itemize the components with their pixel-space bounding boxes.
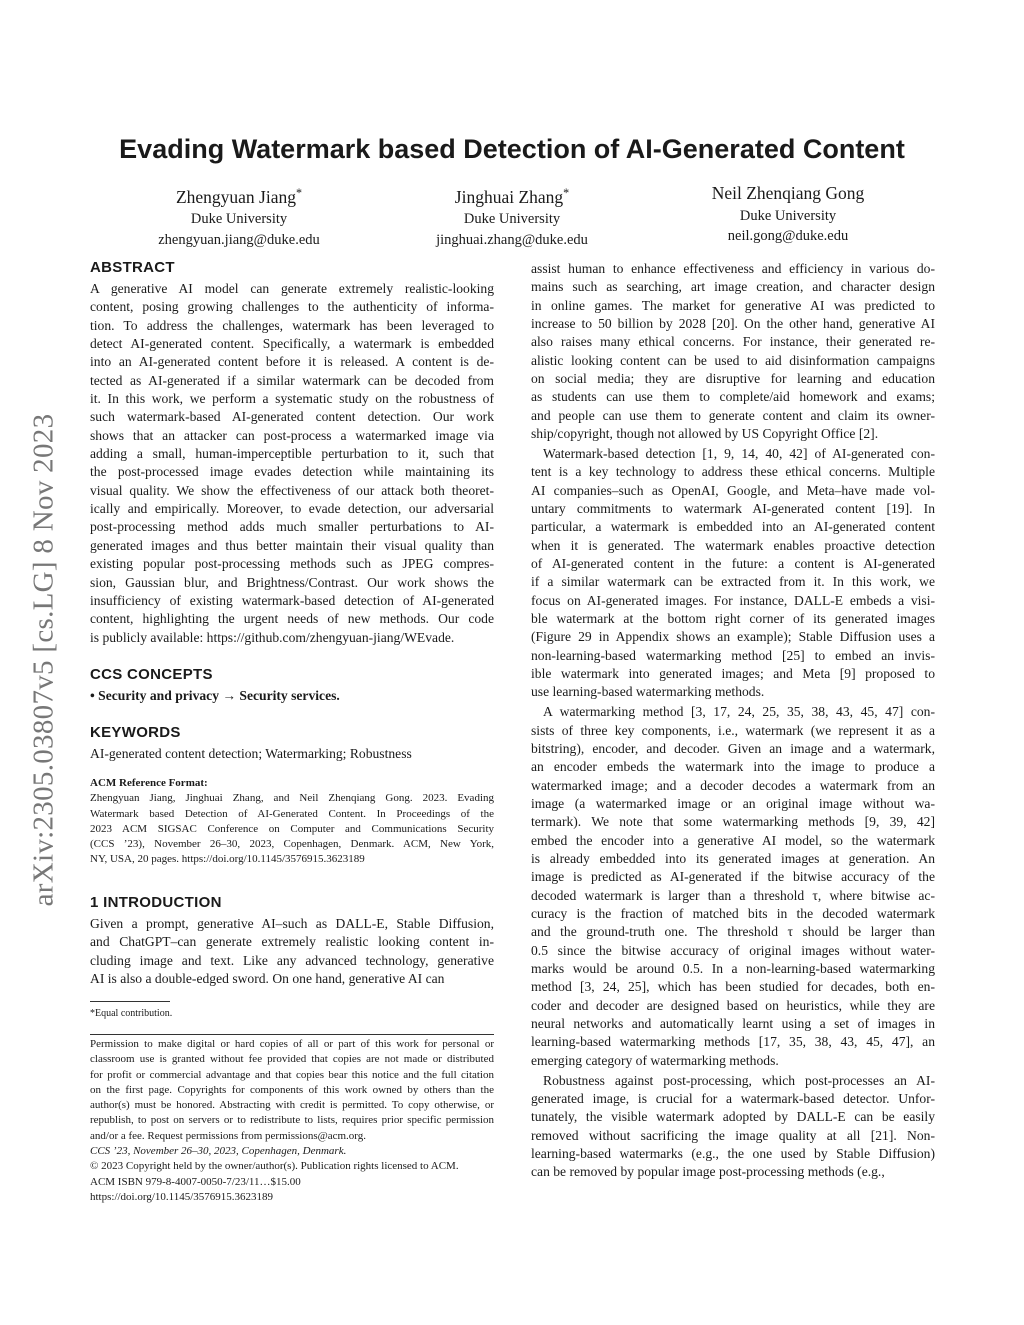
text-line: for profit or commercial advantage and that copies bear this notice and the full citation xyxy=(90,1068,494,1081)
text-line: ble watermark at the bottom right corner of its generated images xyxy=(531,611,935,627)
author-email: zhengyuan.jiang@duke.edu xyxy=(158,231,320,248)
abstract-heading: ABSTRACT xyxy=(90,259,175,276)
ccs-item: • Security and privacy → Security services. xyxy=(90,688,340,703)
text-line: insufficiency of existing watermark-based detection of AI-generated xyxy=(90,592,494,608)
text-line: Permission to make digital or hard copies of all or part of this work for personal or xyxy=(90,1038,494,1050)
text-line: of AI-generated content in the future: a content is AI-generated xyxy=(531,556,935,571)
acm-ref-heading: ACM Reference Format: xyxy=(90,777,208,789)
text-line: tected as AI-generated if a similar watermark can be decoded from xyxy=(90,372,494,388)
text-line: (Figure 29 in Appendix shows an example); Stable Diffusion uses a xyxy=(531,629,935,645)
text-line: Watermark-based detection [1, 9, 14, 40, 42] of AI-generated con- xyxy=(543,445,935,461)
text-line: on social media; they are disruptive for learning and education xyxy=(531,371,935,387)
text-line: is publicly available: https://github.com/zhengyuan-jiang/WEvade. xyxy=(90,629,455,645)
text-line: image (a watermarked image or an original image without wa- xyxy=(531,795,935,811)
footnote xyxy=(90,1001,494,1021)
text-line: visual quality. We show the effectiveness of our attack both theoret- xyxy=(90,482,494,498)
text-line: ically and empirically. Moreover, to evade detection, our adversarial xyxy=(90,501,494,517)
text-line: cluding image and text. Like any advanced technology, generative xyxy=(90,952,494,968)
paragraph xyxy=(531,1072,935,1182)
text-line: an encoder embeds the watermark into the image to produce a xyxy=(531,759,935,775)
text-line: 0.5 since the bitwise accuracy of original images without water- xyxy=(531,942,935,958)
left-column xyxy=(90,256,494,647)
text-line: tion. To address the challenges, watermark has been leveraged to xyxy=(90,317,494,333)
text-line: coder and decoder are designed based on heuristics, while they are xyxy=(531,997,935,1013)
text-line: sion, Gaussian blur, and Brightness/Contrast. Our work shows the xyxy=(90,574,494,590)
text-line: marks would be around 0.5. In a non-learning-based watermarking xyxy=(531,961,935,977)
text-line: into an AI-generated content before it is released. A content is de- xyxy=(90,354,494,370)
permission-block xyxy=(90,1034,494,1205)
text-line: 2023 ACM SIGSAC Conference on Computer and Communications Security xyxy=(90,822,494,835)
text-line: watermarked image; and a decoder decodes a watermark from an xyxy=(531,777,935,793)
doi-link[interactable]: https://doi.org/10.1145/3576915.3623189 xyxy=(90,1190,274,1203)
author-block xyxy=(109,183,369,250)
text-line: the post-processed image evades detection while maintaining its xyxy=(90,464,494,480)
text-line: on the first page. Copyrights for components of this work owned by others than the xyxy=(90,1083,494,1096)
text-line: alistic looking content can be used to aid disinformation campaigns xyxy=(531,352,935,368)
text-line: and ChatGPT–can generate extremely realistic looking content in- xyxy=(90,934,494,950)
text-line: Watermark based Detection of AI-Generated Content. In Proceedings of the xyxy=(90,807,494,820)
text-line: content, highlighting the urgent needs of new methods. Our code xyxy=(90,611,494,627)
isbn-text: ACM ISBN 979-8-4007-0050-7/23/11…$15.00 xyxy=(90,1175,301,1188)
text-line: such watermark-based AI-generated content detection. Our work xyxy=(90,409,494,425)
text-line: increase to 50 billion by 2028 [20]. On the other hand, generative AI xyxy=(531,316,935,332)
text-line: is already embedded into its generated images at generation. An xyxy=(531,851,935,866)
text-line: termark). We note that some watermarking methods [9, 39, 42] xyxy=(531,814,935,830)
text-line: ship/copyright, though not allowed by US Copyright Office [2]. xyxy=(531,426,879,442)
text-line: untary commitments to watermark AI-generated content [19]. In xyxy=(531,500,935,516)
text-line: classroom use is granted without fee provided that copies are not made or distributed xyxy=(90,1053,494,1066)
text-line: generated image, is crucial for a watermark-based detector. Unfor- xyxy=(531,1090,935,1106)
footnote-text: *Equal contribution. xyxy=(90,1008,173,1019)
text-line: and people can use them to generate content and claim its owner- xyxy=(531,407,935,423)
copyright-text: © 2023 Copyright held by the owner/author(s). Publication rights licensed to ACM. xyxy=(90,1160,459,1173)
abstract-text xyxy=(90,280,494,647)
text-line: NY, USA, 20 pages. https://doi.org/10.1145/3576915.3623189 xyxy=(90,853,365,866)
author-name: Neil Zhenqiang Gong xyxy=(711,183,865,203)
text-line: adding a small, human-imperceptible perturbation to it, such that xyxy=(90,446,494,462)
author-name: Zhengyuan Jiang xyxy=(175,186,296,207)
permission-rule xyxy=(90,1034,494,1035)
text-line: neural networks and automatically learnt using a set of images in xyxy=(531,1016,935,1032)
text-line: republish, to post on servers or to redistribute to lists, requires prior specific permission xyxy=(90,1114,494,1127)
text-line: it. In this work, we perform a systematic study on the robustness of xyxy=(90,391,494,407)
acm-ref-text xyxy=(90,791,494,867)
text-line: post-processing method adds much smaller perturbations to AI- xyxy=(90,519,494,535)
paragraph xyxy=(531,260,935,443)
text-line: sists of three key components, i.e., watermark (we represent it as a xyxy=(531,722,935,738)
text-line: curacy is the fraction of matched bits in the decoded watermark xyxy=(531,906,935,922)
text-line: Zhengyuan Jiang, Jinghuai Zhang, and Neil Zhenqiang Gong. 2023. Evading xyxy=(90,792,494,805)
author-affiliation: Duke University xyxy=(463,211,561,228)
ccs-heading: CCS CONCEPTS xyxy=(90,666,213,683)
author-mark: * xyxy=(296,186,303,200)
text-line: non-learning-based watermarking method [25] to embed an invis- xyxy=(531,647,935,663)
text-line: learning-based watermarks (e.g., the one used by Stable Diffusion) xyxy=(531,1146,935,1161)
keywords-text: AI-generated content detection; Watermarking; Robustness xyxy=(90,746,412,761)
text-line: as students can use them to complete/aid homework and exams; xyxy=(531,389,935,405)
conference-info: CCS ’23, November 26–30, 2023, Copenhagen, Denmark. xyxy=(90,1145,347,1158)
text-line: focus on AI-generated images. For instance, DALL-E embeds a visi- xyxy=(531,592,935,608)
text-line: (CCS ’23), November 26–30, 2023, Copenhagen, Denmark. ACM, New York, xyxy=(90,838,494,851)
keywords-heading: KEYWORDS xyxy=(90,724,181,741)
text-line: in online games. The market for generative AI was predicted to xyxy=(531,297,935,313)
intro-text xyxy=(90,915,494,988)
text-line: A generative AI model can generate extremely realistic-looking xyxy=(90,281,494,296)
text-line: can be removed by popular image post-processing methods (e.g., xyxy=(531,1164,885,1180)
ccs-section xyxy=(90,663,494,705)
keywords-section xyxy=(90,721,494,763)
text-line: decoded watermark is larger than a threshold τ, where bitwise ac- xyxy=(531,887,935,903)
text-line: removed without sacrificing the image quality at all [21]. Non- xyxy=(531,1127,935,1143)
text-line: mains such as searching, art image creation, and character design xyxy=(531,279,935,295)
text-line: content, posing growing challenges to the authenticity of informa- xyxy=(90,299,494,315)
text-line: image is predicted as AI-generated if the bitwise accuracy of the xyxy=(531,869,935,885)
permission-text xyxy=(90,1037,494,1144)
text-line: tent is a key technology to address these ethical concerns. Multiple xyxy=(531,464,935,480)
arxiv-identifier: arXiv:2305.03807v5 [cs.LG] 8 Nov 2023 xyxy=(27,413,60,907)
text-line: and/or a fee. Request permissions from permissions@acm.org. xyxy=(90,1129,367,1142)
author-name: Jinghuai Zhang xyxy=(454,186,564,207)
text-line: learning-based watermarking methods [17, 35, 38, 43, 45, 47], an xyxy=(531,1034,935,1050)
text-line: tunately, the visible watermark adopted by DALL-E can be easily xyxy=(531,1109,935,1125)
text-line: A watermarking method [3, 17, 24, 25, 35, 38, 43, 45, 47] con- xyxy=(543,704,935,720)
text-line: ible watermark into generated images; and Meta [9] proposed to xyxy=(531,666,935,682)
author-mark: * xyxy=(563,186,570,200)
text-line: emerging category of watermarking methods. xyxy=(531,1052,779,1068)
text-line: method [3, 24, 25], which has been studied for decades, both en- xyxy=(531,979,935,995)
text-line: embed the encoder into a generative AI model, so the watermark xyxy=(531,832,935,848)
intro-heading: 1 INTRODUCTION xyxy=(90,894,222,911)
text-line: and the ground-truth one. The threshold τ should be larger than xyxy=(531,924,935,940)
text-line: existing popular post-processing methods such as JPEG compres- xyxy=(90,556,494,572)
text-line: also raises many ethical concerns. For instance, their generated re- xyxy=(531,334,935,350)
text-line: when it is generated. The watermark enables proactive detection xyxy=(531,537,935,553)
paragraph xyxy=(531,703,935,1070)
text-line: particular, a watermark is embedded into an AI-generated content xyxy=(531,519,935,535)
text-line: bitstring), encoder, and decoder. Given an image and a watermark, xyxy=(531,740,935,756)
author-block xyxy=(382,183,642,250)
text-line: AI companies–such as OpenAI, Google, and Meta–have made vol- xyxy=(531,482,935,498)
text-line: detect AI-generated content. Specifically, a watermark is embedded xyxy=(90,336,494,352)
text-line: shows that an attacker can post-process a watermarked image via xyxy=(90,427,494,443)
paper-title: Evading Watermark based Detection of AI-Generated Content xyxy=(119,134,905,164)
acm-reference xyxy=(90,776,494,868)
author-affiliation: Duke University xyxy=(739,207,837,224)
text-line: Robustness against post-processing, which post-processes an AI- xyxy=(543,1072,935,1088)
paragraph xyxy=(531,445,935,702)
footnote-rule xyxy=(90,1001,170,1002)
author-email: neil.gong@duke.edu xyxy=(727,228,849,244)
text-line: assist human to enhance effectiveness and efficiency in various do- xyxy=(531,261,935,276)
text-line: if a similar watermark can be extracted from it. In this work, we xyxy=(531,574,935,590)
author-affiliation: Duke University xyxy=(190,211,288,228)
text-line: AI is also a double-edged sword. On one hand, generative AI can xyxy=(90,971,445,987)
text-line: generated images and thus better maintain their visual quality than xyxy=(90,537,494,553)
author-email: jinghuai.zhang@duke.edu xyxy=(436,231,588,248)
text-line: Given a prompt, generative AI–such as DALL-E, Stable Diffusion, xyxy=(90,916,494,931)
introduction-section xyxy=(90,891,494,988)
text-line: use learning-based watermarking methods. xyxy=(531,684,765,700)
right-column xyxy=(531,260,935,1183)
text-line: author(s) must be honored. Abstracting with credit is permitted. To copy otherwise, or xyxy=(90,1099,494,1112)
author-block xyxy=(658,183,918,247)
